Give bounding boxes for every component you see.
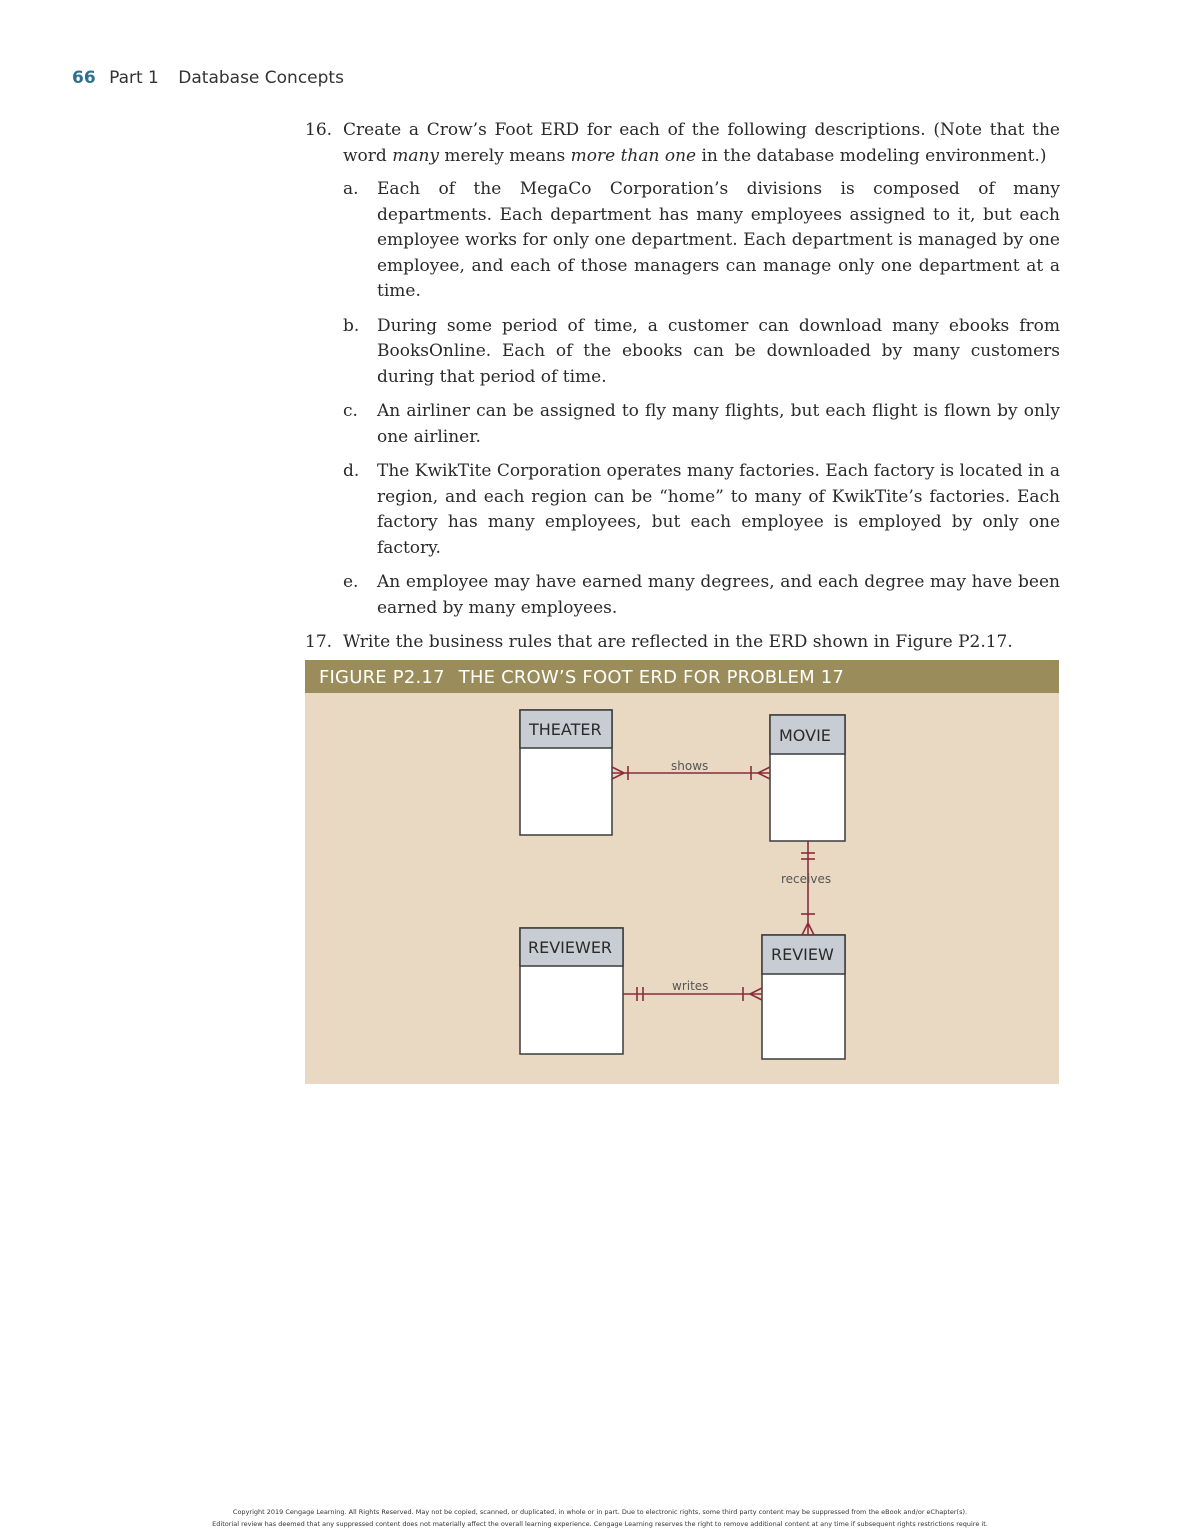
entity-theater: [520, 710, 612, 835]
sub-item-text: An airliner can be assigned to fly many flights, but each flight is flown by only one airliner.: [377, 401, 1060, 447]
sub-item-label: b.: [343, 315, 360, 336]
part-label: Part 1: [109, 68, 159, 88]
sub-item-d: [343, 459, 1060, 561]
copyright-line-2: Editorial review has deemed that any suppressed content does not materially affect the overall learning experience. Cengage Learning reserves the right to remove additional content at any time if subsequent rights restrictions require it.: [212, 1520, 988, 1528]
problem-17: [305, 630, 1060, 656]
sub-item-label: a.: [343, 179, 359, 199]
sub-item-e: [343, 570, 1060, 621]
sub-item-b: [343, 314, 1060, 391]
entity-name: REVIEWER: [528, 938, 613, 957]
figure-p2-17: [305, 660, 1059, 1084]
sub-item-label: e.: [343, 572, 359, 592]
figure-label: FIGURE P2.17: [319, 667, 445, 688]
entity-reviewer: [520, 928, 623, 1054]
erd-diagram: [305, 660, 1059, 1084]
sub-item-label: c.: [343, 401, 358, 421]
problem-17-text: Write the business rules that are reflected in the ERD shown in Figure P2.17.: [343, 632, 1013, 652]
problem-16-intro: Create a Crow’s Foot ERD for each of the following descriptions. (Note that the word many merely means more than one in the database modeling environment.): [343, 120, 1060, 166]
sub-item-text: During some period of time, a customer can download many ebooks from BooksOnline. Each of the ebooks can be downloaded by many customers during that period of time.: [377, 315, 1060, 387]
problem-16: [305, 118, 1060, 621]
entity-name: MOVIE: [779, 726, 831, 745]
entity-name: REVIEW: [771, 945, 834, 964]
figure-title: THE CROW’S FOOT ERD FOR PROBLEM 17: [458, 667, 845, 688]
relationship-label: shows: [671, 759, 709, 773]
running-head: [72, 68, 344, 88]
sub-item-text: An employee may have earned many degrees, and each degree may have been earned by many employees.: [377, 572, 1060, 618]
relationship-label: writes: [672, 979, 709, 993]
sub-item-label: d.: [343, 461, 360, 481]
problem-number: 17.: [305, 632, 333, 652]
copyright-line-1: Copyright 2019 Cengage Learning. All Rights Reserved. May not be copied, scanned, or duplicated, in whole or in part. Due to electronic rights, some third party content may be suppressed from the eBook and/or eChapter(s).: [232, 1508, 968, 1516]
sub-item-text: The KwikTite Corporation operates many factories. Each factory is located in a region, and each region can be “home” to many of KwikTite’s factories. Each factory has many employees, but each employee is employed by only one factory.: [377, 461, 1060, 558]
problem-number: 16.: [305, 120, 333, 140]
sub-item-c: [343, 399, 1060, 450]
entity-name: THEATER: [529, 720, 602, 739]
relationship-label: receives: [781, 872, 832, 886]
section-title: Database Concepts: [178, 68, 344, 88]
relationship-receives: [801, 841, 815, 935]
sub-item-a: [343, 177, 1060, 305]
sub-item-text: Each of the MegaCo Corporation’s divisions is composed of many departments. Each department has many employees assigned to it, but each employee works for only one department. Each department is managed by one employee, and each of those managers can manage only one department at a time.: [377, 179, 1060, 301]
problem-list: [305, 118, 1060, 664]
page-number: 66: [72, 68, 96, 88]
entity-movie: [770, 715, 845, 841]
entity-review: [762, 935, 845, 1059]
